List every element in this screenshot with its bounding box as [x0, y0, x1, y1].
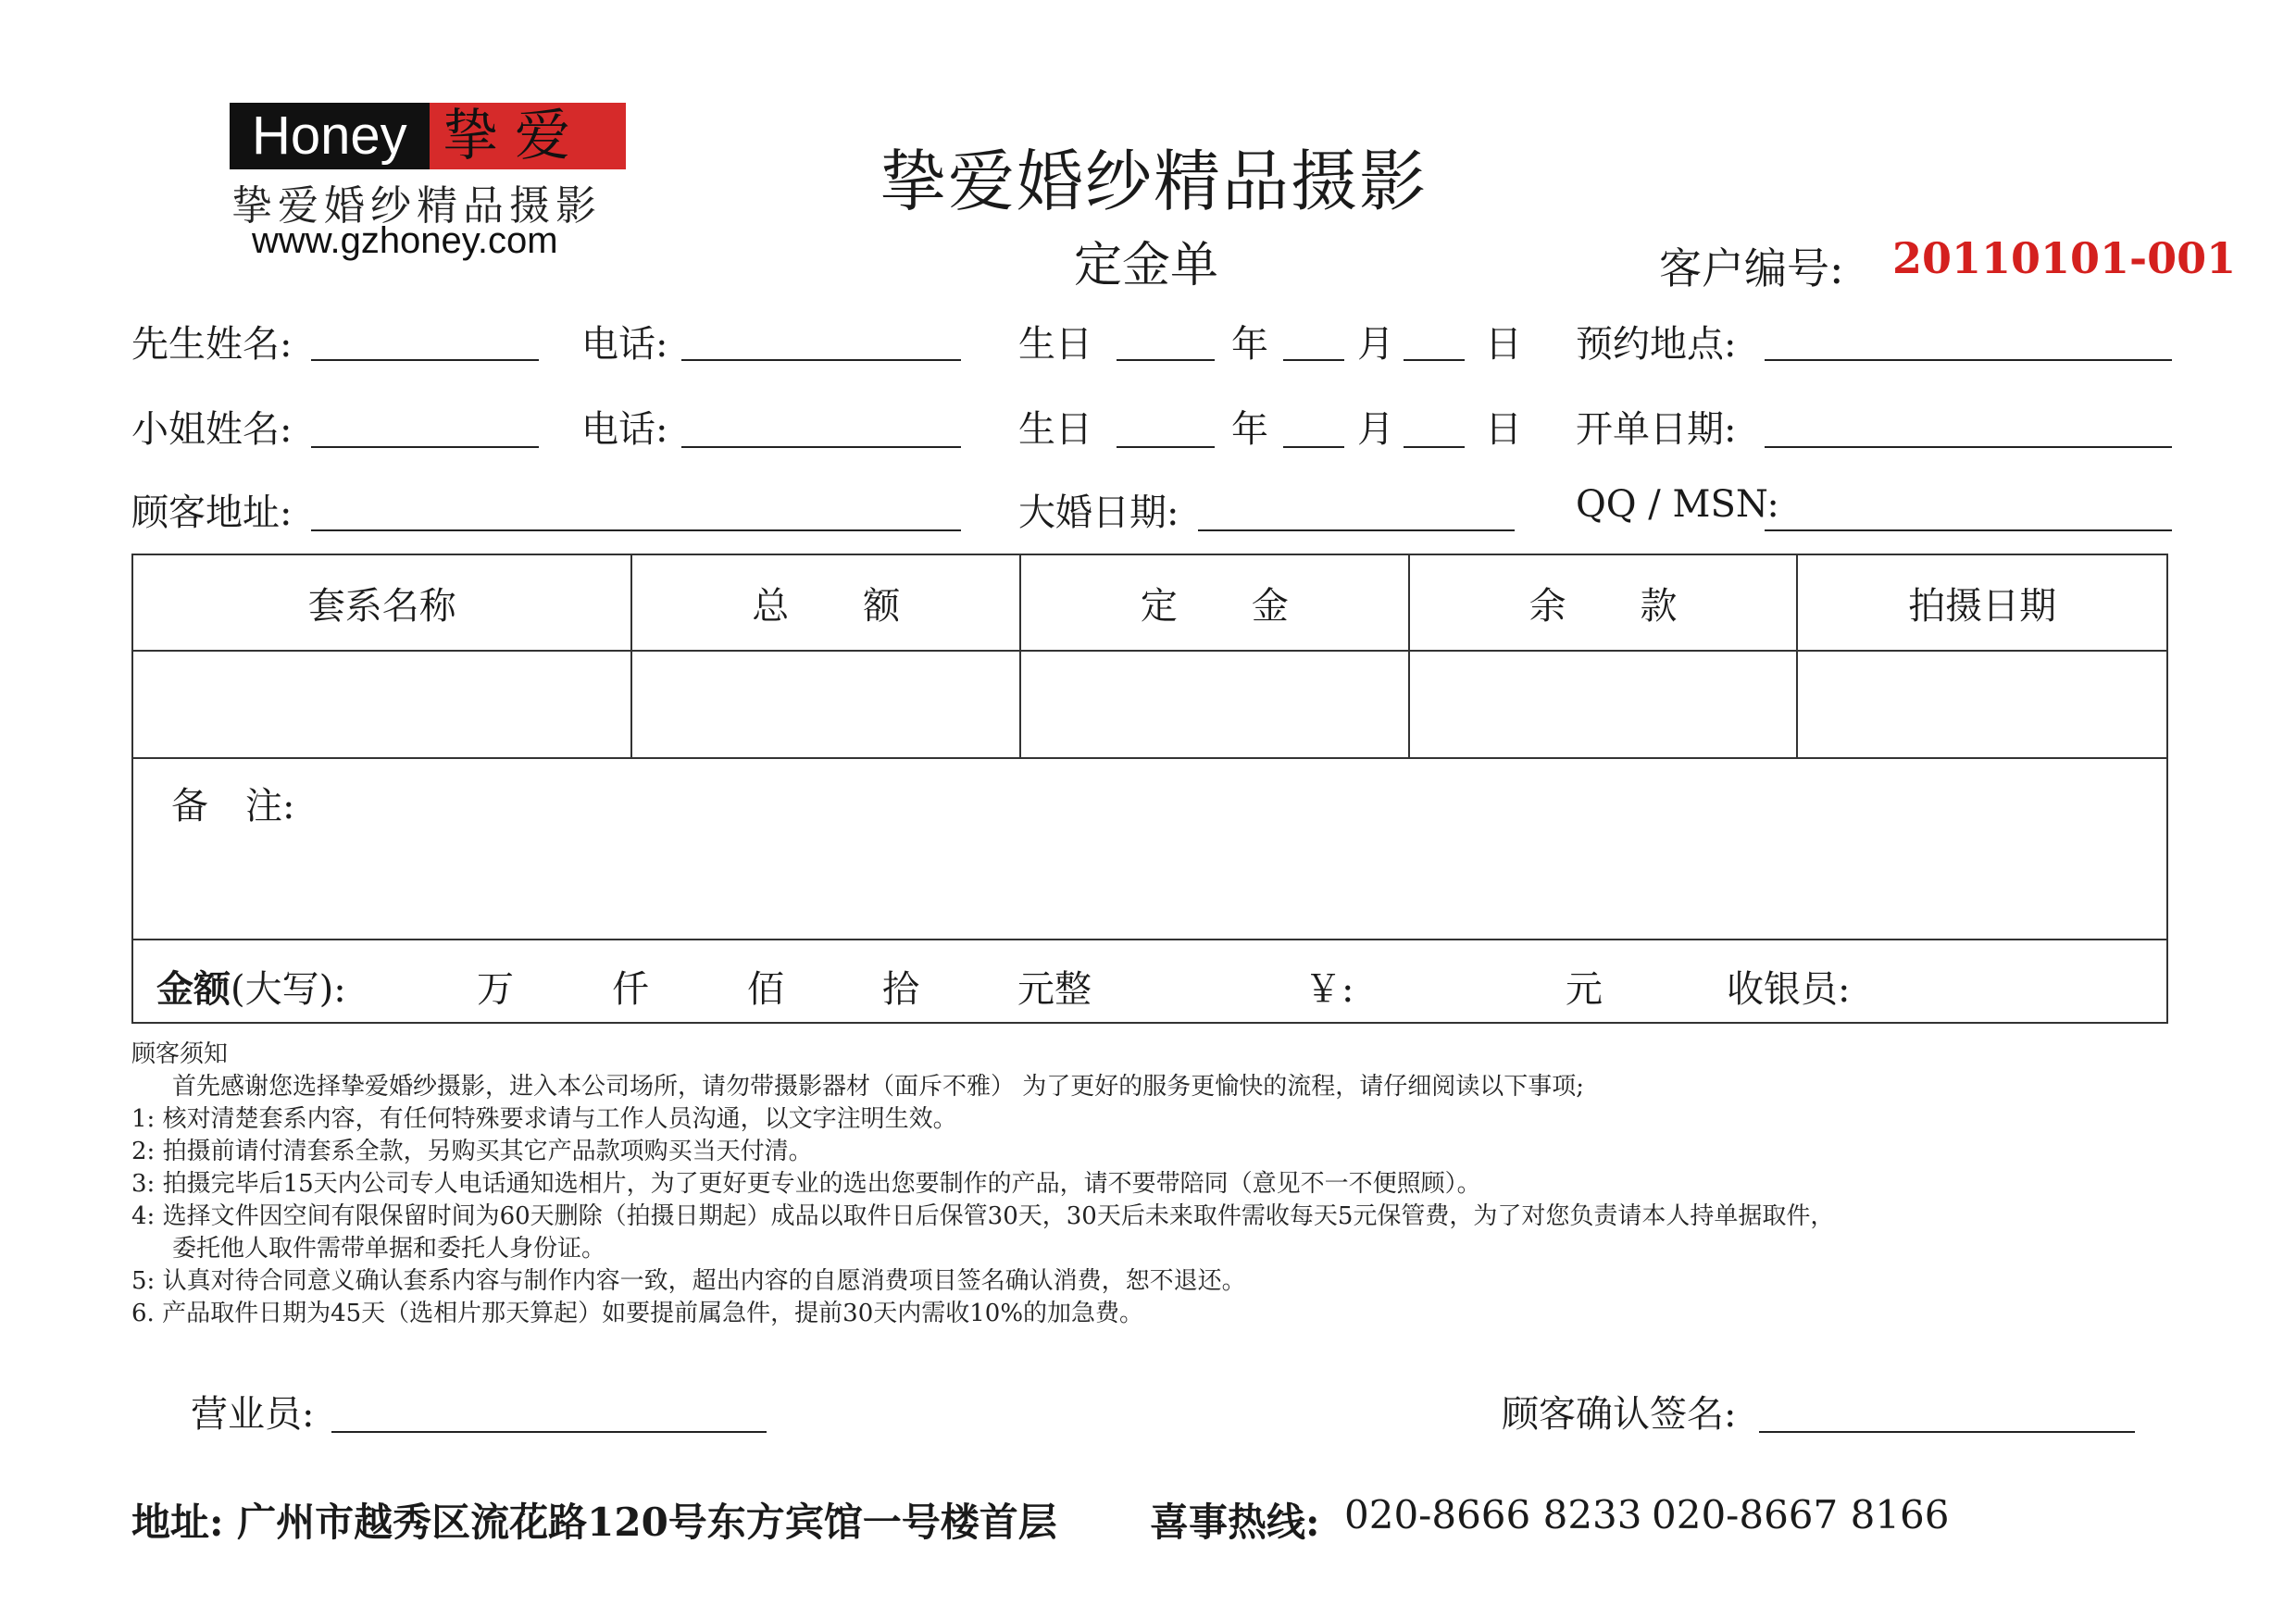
logo-brand-en: Honey — [252, 106, 407, 166]
year-label: 年 — [1231, 323, 1268, 366]
unit-bai: 佰 — [747, 968, 784, 1011]
total-cell[interactable] — [631, 651, 1020, 758]
groom-birth-month-field[interactable] — [1283, 359, 1344, 361]
address-label: 顾客地址: — [131, 492, 293, 534]
logo-website: www.gzhoney.com — [252, 220, 558, 261]
sales-signature-field[interactable] — [331, 1431, 767, 1433]
groom-birth-year-field[interactable] — [1117, 359, 1215, 361]
unit-shi: 拾 — [882, 968, 919, 1011]
groom-phone-field[interactable] — [681, 359, 961, 361]
hotline-1: 020-8666 8233 — [1344, 1492, 1642, 1537]
package-table — [131, 554, 2168, 1024]
qq-msn-label: QQ / MSN: — [1576, 483, 1779, 526]
groom-phone-label: 电话: — [581, 323, 668, 366]
notice-item: 2: 拍摄前请付清套系全款，另购买其它产品款项购买当天付清。 — [131, 1138, 813, 1165]
wedding-date-label: 大婚日期: — [1018, 492, 1179, 534]
year-label: 年 — [1231, 408, 1268, 451]
customer-notice — [131, 1039, 2224, 1330]
header-total: 总 额 — [631, 554, 1020, 651]
package-name-cell[interactable] — [132, 651, 631, 758]
bride-phone-field[interactable] — [681, 446, 961, 448]
booking-place-label: 预约地点: — [1576, 323, 1737, 366]
customer-signature-field[interactable] — [1759, 1431, 2135, 1433]
bride-birth-month-field[interactable] — [1283, 446, 1344, 448]
yuan-label: 元 — [1566, 968, 1603, 1011]
groom-birth-day-field[interactable] — [1404, 359, 1465, 361]
bride-birth-day-field[interactable] — [1404, 446, 1465, 448]
table-row — [132, 651, 2167, 758]
bride-phone-label: 电话: — [581, 408, 668, 451]
bride-name-label: 小姐姓名: — [131, 408, 293, 451]
day-label: 日 — [1485, 323, 1522, 366]
order-date-field[interactable] — [1765, 446, 2172, 448]
month-label: 月 — [1357, 408, 1394, 451]
notice-item: 5: 认真对待合同意义确认套系内容与制作内容一致，超出内容的自愿消费项目签名确认消费，恕不退还。 — [131, 1267, 1246, 1295]
address-field[interactable] — [311, 529, 961, 531]
groom-name-field[interactable] — [311, 359, 539, 361]
bride-name-field[interactable] — [311, 446, 539, 448]
notice-item: 1: 核对清楚套系内容，有任何特殊要求请与工作人员沟通，以文字注明生效。 — [131, 1105, 957, 1133]
header-deposit: 定 金 — [1020, 554, 1409, 651]
page-title: 挚爱婚纱精品摄影 — [880, 143, 1429, 220]
logo-red-block — [430, 103, 626, 169]
logo-black-block — [230, 103, 430, 169]
customer-no-label: 客户编号: — [1659, 243, 1844, 293]
balance-cell[interactable] — [1409, 651, 1798, 758]
header-balance: 余 款 — [1409, 554, 1798, 651]
amount-upper-label: (大写): — [231, 968, 346, 1011]
header-package-name: 套系名称 — [132, 554, 631, 651]
customer-no: 20110101-001 — [1892, 233, 2237, 283]
hotline-label: 喜事热线: — [1150, 1500, 1320, 1545]
amount-label: 金额 — [156, 967, 231, 1011]
unit-wan: 万 — [477, 968, 514, 1011]
notice-item-continued: 委托他人取件需带单据和委托人身份证。 — [172, 1235, 606, 1263]
header-shoot-date: 拍摄日期 — [1797, 554, 2167, 651]
yen-label: ￥: — [1304, 968, 1354, 1011]
day-label: 日 — [1485, 408, 1522, 451]
booking-place-field[interactable] — [1765, 359, 2172, 361]
sales-label: 营业员: — [191, 1393, 315, 1436]
unit-qian: 仟 — [612, 968, 649, 1011]
bride-birthday-label: 生日 — [1018, 408, 1092, 451]
wedding-date-field[interactable] — [1198, 529, 1515, 531]
notice-item: 3: 拍摄完毕后15天内公司专人电话通知选相片，为了更好更专业的选出您要制作的产品，请不要带陪同（意见不一不便照顾）。 — [131, 1170, 1481, 1198]
amount-cell — [132, 940, 2167, 1023]
notice-intro: 首先感谢您选择挚爱婚纱摄影，进入本公司场所，请勿带摄影器材（面斥不雅） 为了更好的服务更愉快的流程，请仔细阅读以下事项; — [172, 1073, 1585, 1101]
notice-item: 6. 产品取件日期为45天（选相片那天算起）如要提前属急件，提前30天内需收10%的加急费。 — [131, 1300, 1144, 1327]
notice-title: 顾客须知 — [131, 1040, 229, 1068]
footer-address: 地址: 广州市越秀区流花路120号东方宾馆一号楼首层 — [131, 1500, 1057, 1545]
shoot-date-cell[interactable] — [1797, 651, 2167, 758]
groom-birthday-label: 生日 — [1018, 323, 1092, 366]
logo — [230, 103, 626, 169]
unit-yuanzheng: 元整 — [1017, 968, 1092, 1011]
hotline-2: 020-8667 8166 — [1652, 1492, 1950, 1537]
page-subtitle: 定金单 — [1074, 238, 1219, 293]
month-label: 月 — [1357, 323, 1394, 366]
groom-name-label: 先生姓名: — [131, 323, 293, 366]
remark-label: 备 注: — [171, 785, 295, 828]
notice-item: 4: 选择文件因空间有限保留时间为60天删除（拍摄日期起）成品以取件日后保管30天，30天后未来取件需收每天5元保管费，为了对您负责请本人持单据取件， — [131, 1202, 1835, 1230]
logo-brand-cn: 挚爱 — [443, 104, 587, 168]
bride-birth-year-field[interactable] — [1117, 446, 1215, 448]
qq-msn-field[interactable] — [1765, 529, 2172, 531]
order-date-label: 开单日期: — [1576, 408, 1737, 451]
remark-cell[interactable] — [132, 758, 2167, 940]
deposit-cell[interactable] — [1020, 651, 1409, 758]
logo-tagline: 挚爱婚纱精品摄影 — [231, 182, 602, 230]
customer-signature-label: 顾客确认签名: — [1502, 1393, 1737, 1436]
cashier-label: 收银员: — [1727, 968, 1851, 1011]
